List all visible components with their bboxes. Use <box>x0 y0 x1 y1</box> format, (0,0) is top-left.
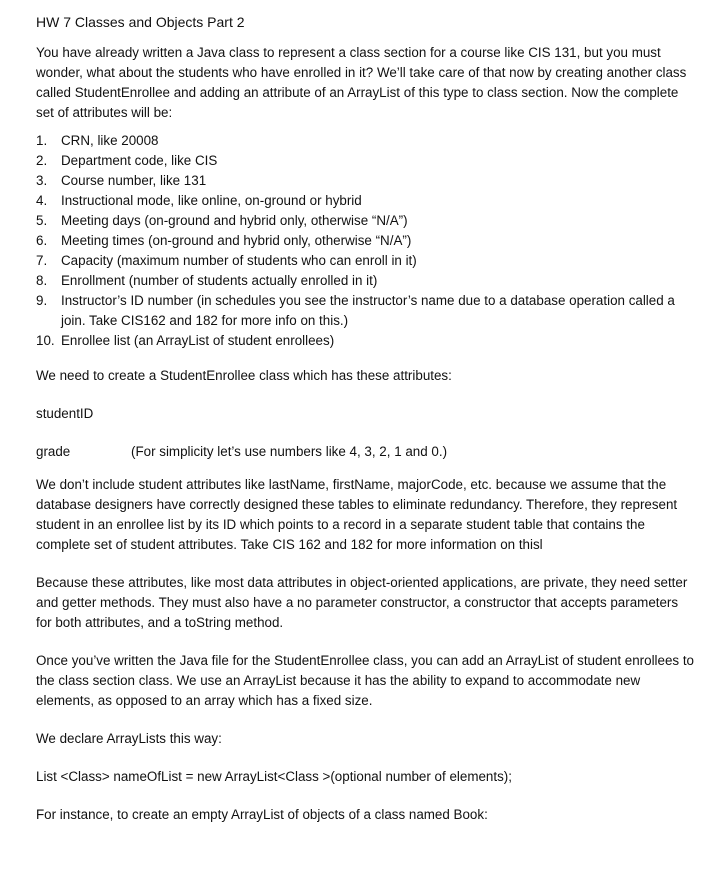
list-item-text: CRN, like 20008 <box>61 133 159 148</box>
declare-paragraph: We declare ArrayLists this way: <box>36 731 222 746</box>
list-item <box>36 131 696 151</box>
list-item-number: 7. <box>36 253 48 268</box>
list-item-text: Instructor’s ID number (in schedules you see the instructor’s name due to a database operation called a join. Take CIS162 and 182 for more info on this.) <box>61 293 675 328</box>
list-item-number: 4. <box>36 193 48 208</box>
list-item <box>36 271 696 291</box>
attribute-grade-note: (For simplicity let’s use numbers like 4, 3, 2, 1 and 0.) <box>131 444 448 459</box>
list-item-text: Enrollee list (an ArrayList of student enrollees) <box>61 333 335 348</box>
list-item <box>36 171 696 191</box>
database-paragraph: We don’t include student attributes like lastName, firstName, majorCode, etc. because we assume that the database designers have correctly designed these tables to eliminate redundancy. Therefore, they represent student in an enrollee list by its ID which points to a record in a separate student table that contains the complete set of student attributes. Take CIS 162 and 182 for more information on thisl <box>36 477 678 552</box>
attributes-list <box>36 131 696 351</box>
code-declaration: List <Class> nameOfList = new ArrayList<Class >(optional number of elements); <box>36 769 512 784</box>
list-item-text: Meeting days (on-ground and hybrid only, otherwise “N/A”) <box>61 213 408 228</box>
list-item-text: Enrollment (number of students actually enrolled in it) <box>61 273 378 288</box>
list-item <box>36 291 696 331</box>
list-item-text: Meeting times (on-ground and hybrid only, otherwise “N/A”) <box>61 233 412 248</box>
attribute-grade-row <box>36 442 696 462</box>
list-item <box>36 331 696 351</box>
intro-paragraph: You have already written a Java class to represent a class section for a course like CIS 131, but you must wonder, what about the students who have enrolled in it? We’ll take care of that now by creating another class called StudentEnrollee and adding an attribute of an ArrayList of this type to class section. Now the complete set of attributes will be: <box>36 45 687 120</box>
list-item-number: 5. <box>36 213 48 228</box>
arraylist-paragraph: Once you’ve written the Java file for the StudentEnrollee class, you can add an ArrayList of student enrollees to the class section class. We use an ArrayList because it has the ability to expand to accommodate new elements, as opposed to an array which has a fixed size. <box>36 653 695 708</box>
list-item <box>36 211 696 231</box>
list-item-text: Course number, like 131 <box>61 173 207 188</box>
list-item <box>36 251 696 271</box>
list-item <box>36 191 696 211</box>
attribute-student-id: studentID <box>36 406 94 421</box>
list-item-number: 3. <box>36 173 48 188</box>
list-item-number: 10. <box>36 333 55 348</box>
instance-paragraph: For instance, to create an empty ArrayList of objects of a class named Book: <box>36 807 488 822</box>
list-item-number: 2. <box>36 153 48 168</box>
document-title: HW 7 Classes and Objects Part 2 <box>36 14 245 30</box>
enrollee-intro-paragraph: We need to create a StudentEnrollee class which has these attributes: <box>36 368 452 383</box>
list-item-number: 8. <box>36 273 48 288</box>
private-attributes-paragraph: Because these attributes, like most data attributes in object-oriented applications, are private, they need setter and getter methods. They must also have a no parameter constructor, a constructor that accepts parameters for both attributes, and a toString method. <box>36 575 688 630</box>
list-item-text: Instructional mode, like online, on-ground or hybrid <box>61 193 362 208</box>
list-item <box>36 151 696 171</box>
list-item-number: 6. <box>36 233 48 248</box>
document-page <box>36 12 696 843</box>
list-item <box>36 231 696 251</box>
list-item-number: 9. <box>36 293 48 308</box>
list-item-text: Capacity (maximum number of students who can enroll in it) <box>61 253 417 268</box>
list-item-number: 1. <box>36 133 48 148</box>
attribute-grade: grade <box>36 444 71 459</box>
list-item-text: Department code, like CIS <box>61 153 218 168</box>
